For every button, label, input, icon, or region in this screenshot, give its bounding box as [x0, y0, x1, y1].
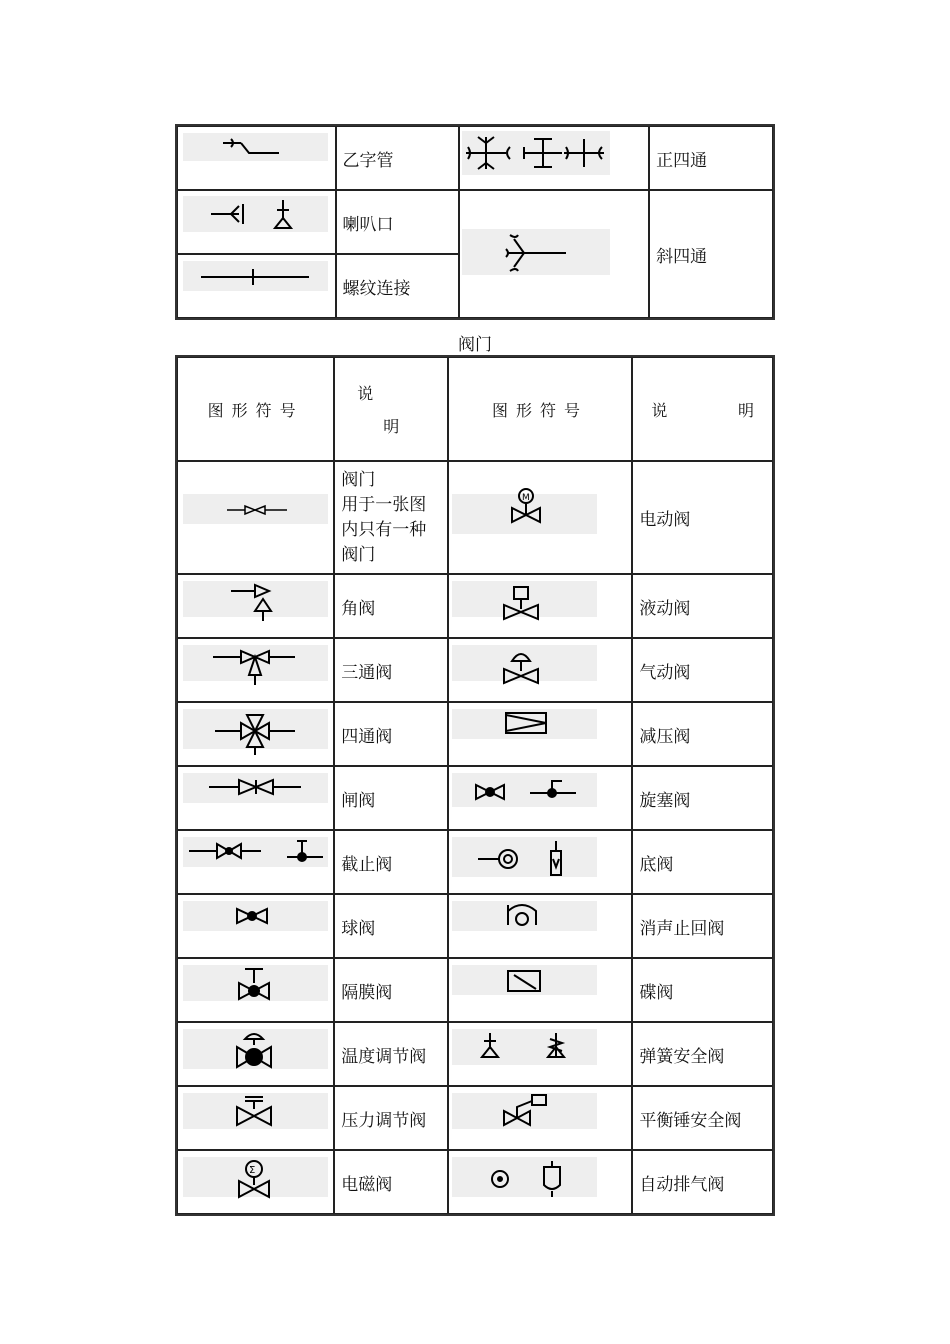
generic-valve-desc: [334, 461, 447, 574]
valve-desc-left: 截止阀: [334, 830, 447, 894]
threaded-joint-symbol-cell: [177, 254, 336, 318]
bell-mouth-icon: [183, 196, 328, 232]
valve-desc-left: 电磁阀: [334, 1150, 447, 1214]
generic-valve-desc-line4: 阀门: [341, 544, 376, 565]
valve-desc-left: 闸阀: [334, 766, 447, 830]
valve-desc-right: 碟阀: [632, 958, 773, 1022]
cross-fitting-symbol-cell: [459, 126, 649, 190]
globe-valve-symbol-cell: [177, 830, 334, 894]
bell-mouth-symbol-cell: [177, 190, 336, 254]
solenoid-valve-symbol-cell: [177, 1150, 334, 1214]
hydraulic-valve-icon: [452, 581, 597, 625]
three-way-valve-icon: [183, 645, 328, 689]
electric-valve-desc: 电动阀: [632, 461, 773, 574]
valve-desc-left: 温度调节阀: [334, 1022, 447, 1086]
ball-valve-icon: [183, 901, 328, 931]
butterfly-valve-icon: [452, 965, 597, 997]
pipe-fittings-table: [175, 124, 775, 320]
diaphragm-valve-symbol-cell: [177, 958, 334, 1022]
pneumatic-valve-symbol-cell: [448, 638, 633, 702]
svg-text:M: M: [521, 493, 530, 503]
silencing-check-valve-icon: [452, 901, 597, 933]
desc-threaded-joint: 螺纹连接: [336, 254, 460, 318]
solenoid-valve-icon: [183, 1157, 328, 1203]
electric-valve-icon: [452, 486, 597, 530]
valve-desc-right: 旋塞阀: [632, 766, 773, 830]
valve-desc-left: 角阀: [334, 574, 447, 638]
hydraulic-valve-symbol-cell: [448, 574, 633, 638]
oblique-cross-symbol-cell: [459, 190, 649, 318]
header-desc-2: [632, 357, 773, 461]
valve-desc-left: 三通阀: [334, 638, 447, 702]
section-title-valves: 阀门: [458, 335, 492, 355]
valve-desc-left: 隔膜阀: [334, 958, 447, 1022]
svg-text:Σ: Σ: [249, 1165, 256, 1176]
spring-safety-valve-symbol-cell: [448, 1022, 633, 1086]
cross-fitting-icon: [462, 131, 610, 175]
header-desc-2-a: 说: [651, 400, 668, 420]
globe-valve-icon: [183, 837, 328, 869]
pressure-control-valve-icon: [183, 1093, 328, 1133]
valve-desc-right: 自动排气阀: [632, 1150, 773, 1214]
valve-desc-right: 平衡锤安全阀: [632, 1086, 773, 1150]
generic-valve-symbol-cell: [177, 461, 334, 574]
pneumatic-valve-icon: [452, 645, 597, 689]
threaded-joint-icon: [183, 261, 328, 291]
offset-pipe-symbol-cell: [177, 126, 336, 190]
four-way-valve-icon: [183, 709, 328, 757]
three-way-valve-symbol-cell: [177, 638, 334, 702]
valve-desc-left: 球阀: [334, 894, 447, 958]
oblique-cross-icon: [462, 229, 610, 275]
header-desc: [334, 357, 447, 461]
counterweight-safety-valve-symbol-cell: [448, 1086, 633, 1150]
valve-desc-right: 弹簧安全阀: [632, 1022, 773, 1086]
generic-valve-desc-line2: 用于一张图: [341, 494, 427, 515]
desc-bell-mouth: 喇叭口: [336, 190, 460, 254]
butterfly-valve-symbol-cell: [448, 958, 633, 1022]
header-desc-2-b: 明: [737, 400, 754, 420]
header-symbol-2: 图形符号: [448, 357, 633, 461]
valve-desc-right: 液动阀: [632, 574, 773, 638]
air-release-valve-icon: [452, 1157, 597, 1201]
air-release-valve-symbol-cell: [448, 1150, 633, 1214]
counterweight-safety-valve-icon: [452, 1093, 597, 1133]
gate-valve-icon: [183, 773, 328, 803]
valve-desc-right: 消声止回阀: [632, 894, 773, 958]
angle-valve-symbol-cell: [177, 574, 334, 638]
valve-desc-right: 减压阀: [632, 702, 773, 766]
temperature-control-valve-icon: [183, 1029, 328, 1073]
header-symbol: 图形符号: [177, 357, 334, 461]
plug-valve-icon: [452, 773, 597, 807]
pressure-reducing-valve-symbol-cell: [448, 702, 633, 766]
generic-valve-icon: [183, 494, 328, 524]
valve-desc-left: 压力调节阀: [334, 1086, 447, 1150]
generic-valve-desc-line3: 内只有一种: [341, 519, 427, 540]
silencing-check-valve-symbol-cell: [448, 894, 633, 958]
four-way-valve-symbol-cell: [177, 702, 334, 766]
generic-valve-desc-line1: 阀门: [341, 469, 376, 490]
header-desc-line2: 明: [383, 417, 400, 436]
angle-valve-icon: [183, 581, 328, 621]
spring-safety-valve-icon: [452, 1029, 597, 1069]
plug-valve-symbol-cell: [448, 766, 633, 830]
header-desc-line1: 说: [357, 384, 374, 403]
pressure-control-valve-symbol-cell: [177, 1086, 334, 1150]
pressure-reducing-valve-icon: [452, 709, 597, 739]
foot-valve-icon: [452, 837, 597, 881]
valve-table: [175, 355, 775, 1216]
foot-valve-symbol-cell: [448, 830, 633, 894]
valve-desc-right: 底阀: [632, 830, 773, 894]
offset-pipe-icon: [183, 133, 328, 161]
desc-oblique-cross: 斜四通: [649, 190, 773, 318]
ball-valve-symbol-cell: [177, 894, 334, 958]
diaphragm-valve-icon: [183, 965, 328, 1007]
electric-valve-symbol-cell: [448, 461, 633, 574]
desc-cross-fitting: 正四通: [649, 126, 773, 190]
gate-valve-symbol-cell: [177, 766, 334, 830]
valve-desc-right: 气动阀: [632, 638, 773, 702]
temperature-control-valve-symbol-cell: [177, 1022, 334, 1086]
desc-offset-pipe: 乙字管: [336, 126, 460, 190]
valve-desc-left: 四通阀: [334, 702, 447, 766]
